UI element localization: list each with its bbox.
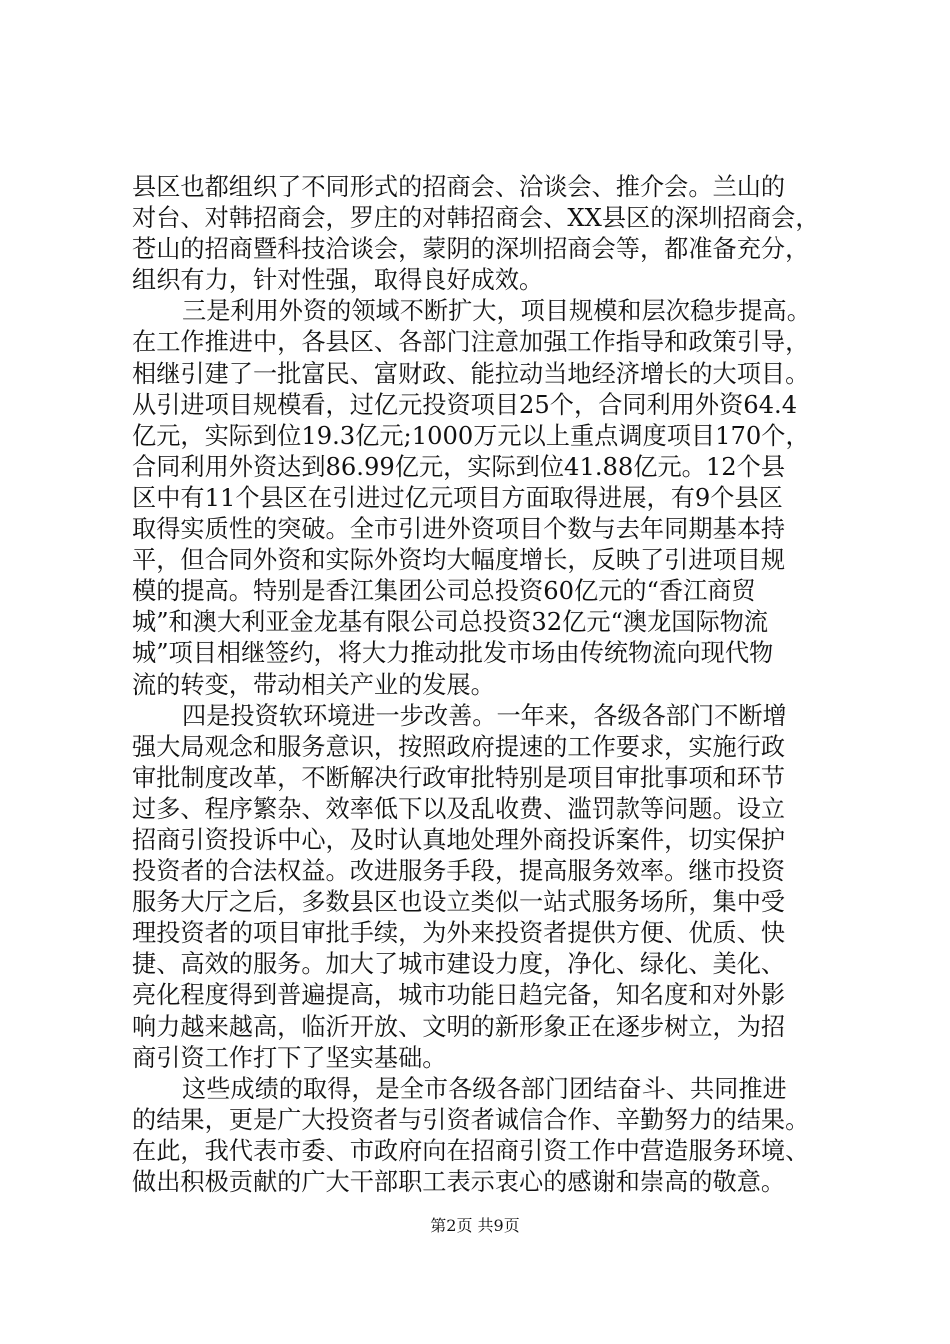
- text-line: 三是利用外资的领域不断扩大，项目规模和层次稳步提高。: [182, 297, 811, 326]
- text-line: 强大局观念和服务意识，按照政府提速的工作要求，实施行政: [132, 732, 786, 761]
- text-line: 合同利用外资达到86.99亿元，实际到位41.88亿元。12个县: [132, 452, 786, 481]
- text-line: 在工作推进中，各县区、各部门注意加强工作指导和政策引导，: [132, 328, 810, 357]
- text-line: 取得实质性的突破。全市引进外资项目个数与去年同期基本持: [132, 515, 786, 544]
- text-line: 亮化程度得到普遍提高，城市功能日趋完备，知名度和对外影: [132, 981, 786, 1010]
- text-line: 做出积极贡献的广大干部职工表示衷心的感谢和崇高的敬意。: [132, 1168, 786, 1196]
- text-line: 平，但合同外资和实际外资均大幅度增长，反映了引进项目规: [132, 546, 786, 575]
- text-line: 城”和澳大利亚金龙基有限公司总投资32亿元“澳龙国际物流: [132, 608, 769, 637]
- text-line: 苍山的招商暨科技洽谈会，蒙阴的深圳招商会等，都准备充分，: [132, 235, 810, 264]
- text-line: 商引资工作打下了坚实基础。: [132, 1043, 447, 1072]
- text-line: 亿元，实际到位19.3亿元;1000万元以上重点调度项目170个，: [132, 421, 810, 450]
- text-line: 四是投资软环境进一步改善。一年来，各级各部门不断增: [182, 701, 787, 730]
- text-line: 组织有力，针对性强，取得良好成效。: [132, 266, 544, 295]
- text-line: 招商引资投诉中心，及时认真地处理外商投诉案件，切实保护: [132, 825, 786, 854]
- document-body: [132, 172, 832, 1198]
- text-line: 这些成绩的取得，是全市各级各部门团结奋斗、共同推进: [182, 1074, 787, 1103]
- text-line: 捷、高效的服务。加大了城市建设力度，净化、绿化、美化、: [132, 950, 786, 979]
- text-line: 的结果，更是广大投资者与引资者诚信合作、辛勤努力的结果。: [132, 1105, 810, 1134]
- text-line: 投资者的合法权益。改进服务手段，提高服务效率。继市投资: [132, 857, 786, 886]
- text-line: 城”项目相继签约，将大力推动批发市场由传统物流向现代物: [132, 639, 774, 668]
- text-line: 从引进项目规模看，过亿元投资项目25个，合同利用外资64.4: [132, 390, 798, 419]
- text-line: 服务大厅之后，多数县区也设立类似一站式服务场所，集中受: [132, 888, 786, 917]
- text-line: 理投资者的项目审批手续，为外来投资者提供方便、优质、快: [132, 919, 786, 948]
- text-line: 相继引建了一批富民、富财政、能拉动当地经济增长的大项目。: [132, 359, 810, 388]
- text-line: 审批制度改革，不断解决行政审批特别是项目审批事项和环节: [132, 763, 786, 792]
- text-line: 区中有11个县区在引进过亿元项目方面取得进展，有9个县区: [132, 483, 783, 512]
- text-line: 在此，我代表市委、市政府向在招商引资工作中营造服务环境、: [132, 1136, 810, 1165]
- text-line: 县区也都组织了不同形式的招商会、洽谈会、推介会。兰山的: [132, 173, 786, 201]
- text-line: 模的提高。特别是香江集团公司总投资60亿元的“香江商贸: [132, 577, 756, 606]
- text-line: 响力越来越高，临沂开放、文明的新形象正在逐步树立，为招: [132, 1012, 786, 1041]
- text-line: 对台、对韩招商会，罗庄的对韩招商会、XX县区的深圳招商会，: [132, 204, 820, 233]
- text-line: 流的转变，带动相关产业的发展。: [132, 670, 495, 699]
- text-line: 过多、程序繁杂、效率低下以及乱收费、滥罚款等问题。设立: [132, 794, 786, 823]
- page-footer: 第2页 共9页: [430, 1216, 520, 1235]
